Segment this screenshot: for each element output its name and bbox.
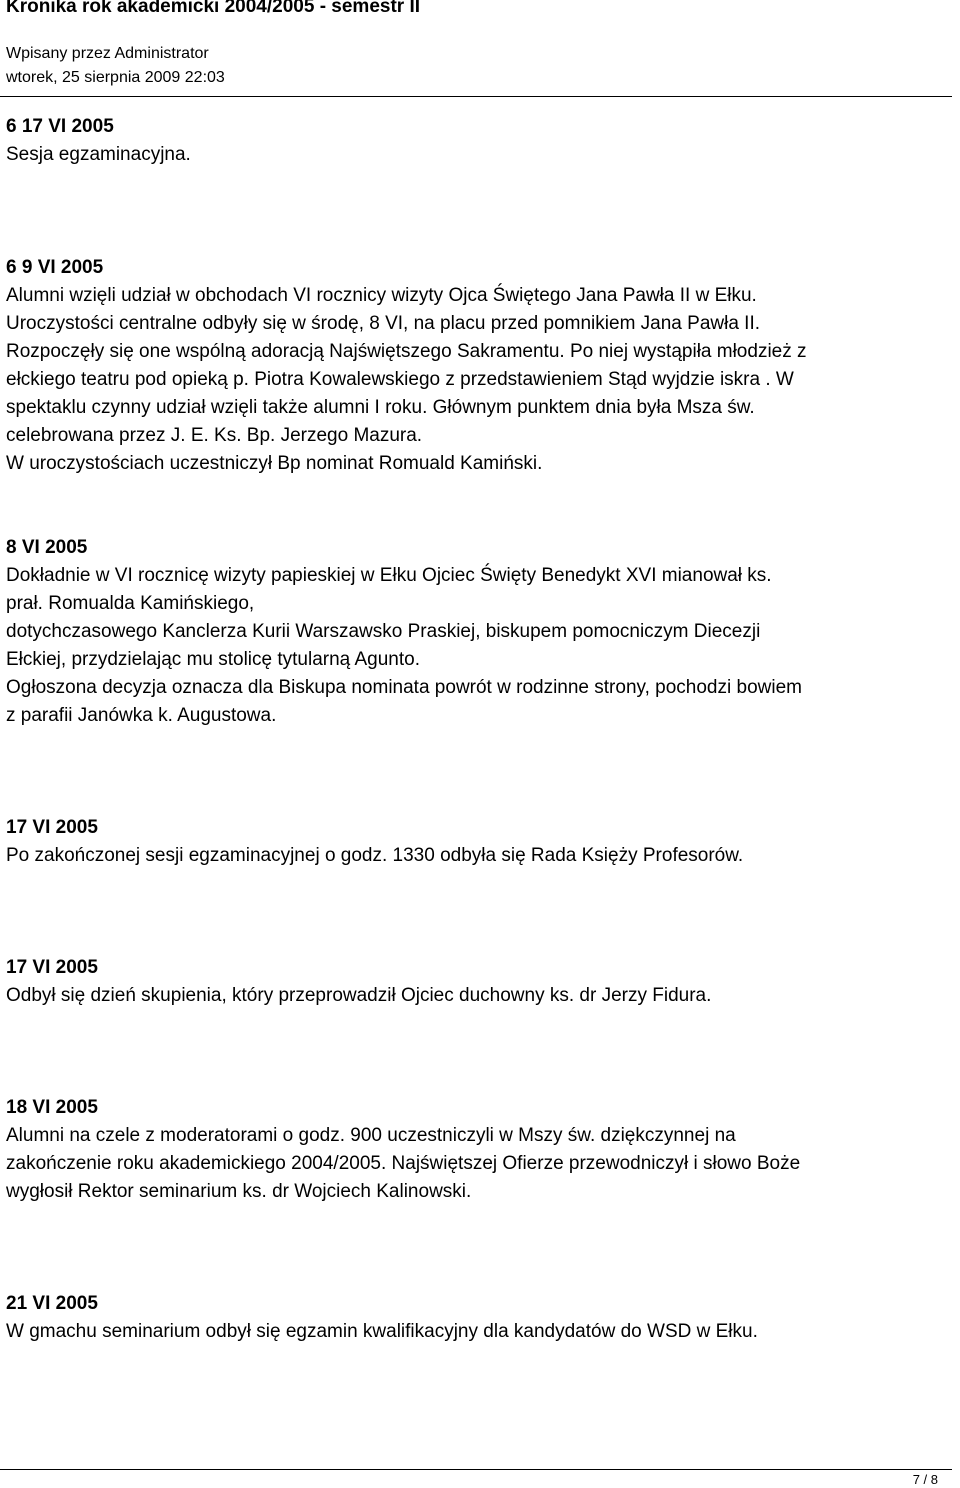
entry-text-line: zakończenie roku akademickiego 2004/2005. Najświętszej Ofierze przewodniczył i słowo Boże: [6, 1153, 801, 1174]
entry-date-heading: 18 VI 2005: [6, 1097, 98, 1118]
page-title: Kronika rok akademicki 2004/2005 - semestr II: [6, 0, 421, 17]
author-line: Wpisany przez Administrator: [6, 45, 209, 62]
entry-text-line: dotychczasowego Kanclerza Kurii Warszawsko Praskiej, biskupem pomocniczym Diecezji: [6, 621, 761, 642]
entry-text-line: Po zakończonej sesji egzaminacyjnej o godz. 1330 odbyła się Rada Księży Profesorów.: [6, 845, 744, 866]
chronicle-entry-5: [6, 954, 952, 1010]
entry-text-line: prał. Romualda Kamińskiego,: [6, 593, 255, 614]
entry-text-line: Ogłoszona decyzja oznacza dla Biskupa nominata powrót w rodzinne strony, pochodzi bowiem: [6, 677, 802, 698]
footer-divider: [0, 1469, 952, 1470]
chronicle-entry-3: [6, 534, 952, 730]
chronicle-entry-1: [6, 113, 952, 169]
entry-text-line: Odbył się dzień skupienia, który przeprowadził Ojciec duchowny ks. dr Jerzy Fidura.: [6, 985, 712, 1006]
entry-text-line: celebrowana przez J. E. Ks. Bp. Jerzego Mazura.: [6, 425, 423, 446]
entry-text-line: Alumni na czele z moderatorami o godz. 900 uczestniczyli w Mszy św. dziękczynnej na: [6, 1125, 736, 1146]
entry-text-line: W gmachu seminarium odbył się egzamin kwalifikacyjny dla kandydatów do WSD w Ełku.: [6, 1321, 758, 1342]
entry-text-line: wygłosił Rektor seminarium ks. dr Wojciech Kalinowski.: [6, 1181, 472, 1202]
chronicle-entry-2: [6, 254, 952, 478]
entry-text-line: ełckiego teatru pod opieką p. Piotra Kowalewskiego z przedstawieniem Stąd wyjdzie iskra . W: [6, 369, 794, 390]
entry-date-heading: 21 VI 2005: [6, 1293, 98, 1314]
entry-date-heading: 8 VI 2005: [6, 537, 88, 558]
date-line: wtorek, 25 sierpnia 2009 22:03: [6, 69, 225, 86]
entry-text-line: Dokładnie w VI rocznicę wizyty papieskiej w Ełku Ojciec Święty Benedykt XVI mianował ks.: [6, 565, 772, 586]
entry-text-line: Ełckiej, przydzielając mu stolicę tytularną Agunto.: [6, 649, 420, 670]
entry-text-line: z parafii Janówka k. Augustowa.: [6, 705, 277, 726]
entry-date-heading: 17 VI 2005: [6, 957, 98, 978]
entry-text-line: Alumni wzięli udział w obchodach VI rocznicy wizyty Ojca Świętego Jana Pawła II w Ełku.: [6, 285, 757, 306]
entry-date-heading: 6 17 VI 2005: [6, 116, 114, 137]
entry-date-heading: 17 VI 2005: [6, 817, 98, 838]
chronicle-entry-6: [6, 1094, 952, 1206]
entry-text-line: Sesja egzaminacyjna.: [6, 144, 191, 165]
header-divider: [0, 96, 952, 97]
chronicle-entry-7: [6, 1290, 952, 1346]
entry-text-line: Rozpoczęły się one wspólną adoracją Najświętszego Sakramentu. Po niej wystąpiła młodzież z: [6, 341, 807, 362]
entry-date-heading: 6 9 VI 2005: [6, 257, 104, 278]
entry-text-line: spektaklu czynny udział wzięli także alumni I roku. Głównym punktem dnia była Msza św.: [6, 397, 755, 418]
page-number: 7 / 8: [912, 1472, 938, 1487]
entry-text-line: Uroczystości centralne odbyły się w środę, 8 VI, na placu przed pomnikiem Jana Pawła II.: [6, 313, 761, 334]
chronicle-entry-4: [6, 814, 952, 870]
entry-text-line: W uroczystościach uczestniczył Bp nominat Romuald Kamiński.: [6, 453, 543, 474]
